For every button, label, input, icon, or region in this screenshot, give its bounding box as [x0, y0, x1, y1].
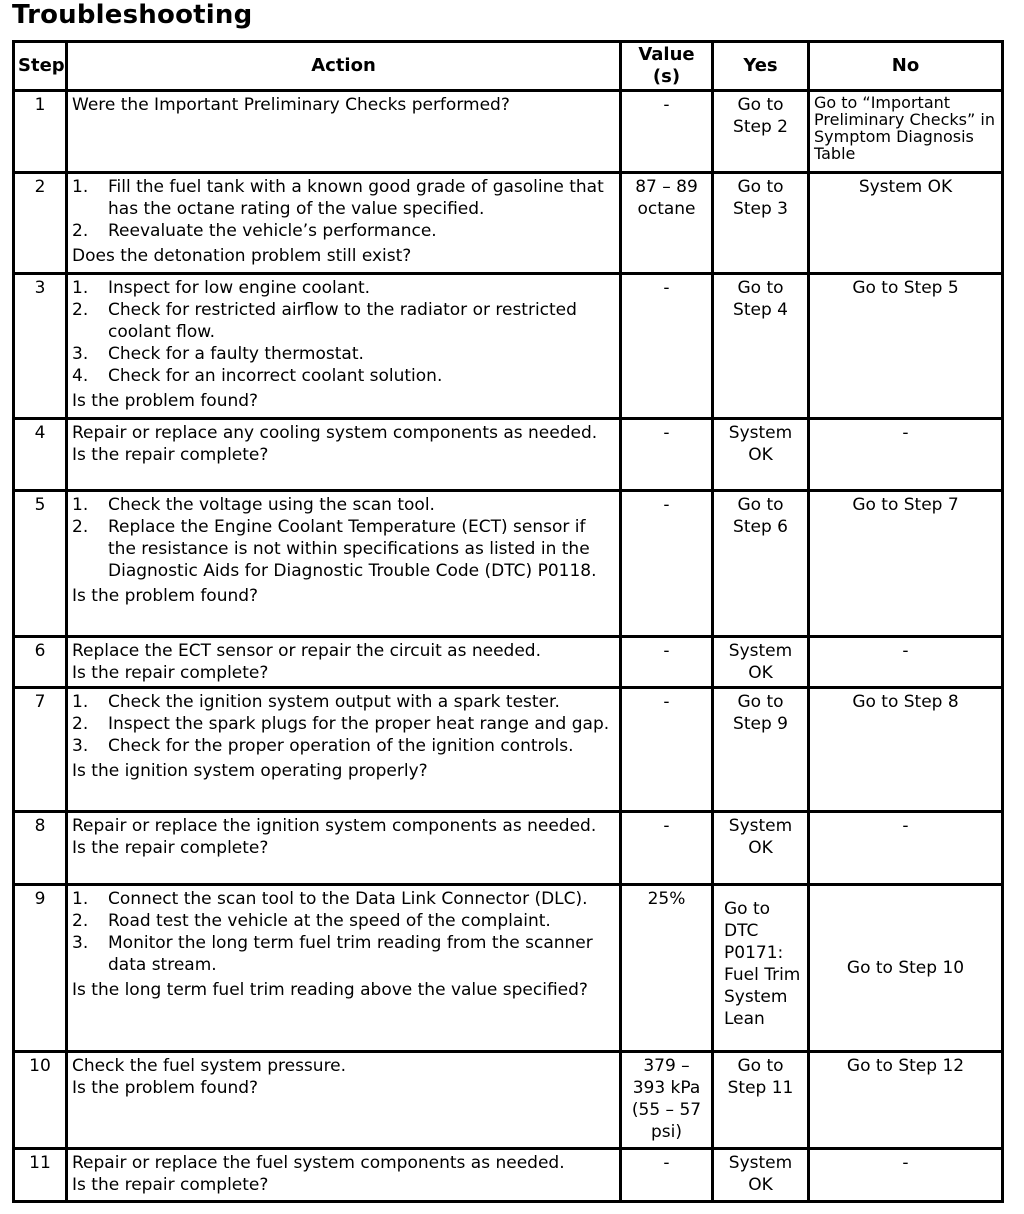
action-list-item: [72, 910, 615, 932]
step-number: 6: [14, 637, 67, 688]
table-row: [14, 274, 1003, 419]
action-item-text: Check for an incorrect coolant solution.: [108, 366, 443, 386]
action-item-text: Reevaluate the vehicle’s performance.: [108, 221, 437, 241]
action-item-number: 2.: [72, 911, 89, 931]
action-item-text: Check for restricted airflow to the radiator or restricted coolant flow.: [108, 300, 577, 342]
yes-cell: Go to Step 11: [713, 1052, 809, 1149]
no-cell: -: [809, 637, 1003, 688]
action-list-item: [72, 735, 615, 757]
action-question: Replace the ECT sensor or repair the circuit as needed. Is the repair complete?: [72, 641, 542, 683]
value-cell: 25%: [621, 885, 713, 1052]
no-cell: Go to “Important Preliminary Checks” in Symptom Diagnosis Table: [809, 91, 1003, 173]
header-no: No: [809, 42, 1003, 91]
action-question: Repair or replace any cooling system components as needed. Is the repair complete?: [72, 423, 598, 465]
table-row: [14, 1052, 1003, 1149]
step-number: 8: [14, 812, 67, 885]
yes-cell: Go to Step 2: [713, 91, 809, 173]
action-list-item: [72, 713, 615, 735]
action-item-number: 1.: [72, 692, 89, 712]
yes-cell: System OK: [713, 637, 809, 688]
table-row: [14, 419, 1003, 491]
step-number: 11: [14, 1149, 67, 1202]
action-list-item: [72, 365, 615, 387]
yes-cell: System OK: [713, 419, 809, 491]
header-yes: Yes: [713, 42, 809, 91]
action-question: Were the Important Preliminary Checks performed?: [72, 95, 510, 115]
action-question: Does the detonation problem still exist?: [72, 246, 412, 266]
action-list-item: [72, 932, 615, 976]
value-cell: -: [621, 274, 713, 419]
table-row: [14, 1149, 1003, 1202]
header-value: Value (s): [621, 42, 713, 91]
action-item-number: 2.: [72, 221, 89, 241]
action-item-text: Monitor the long term fuel trim reading from the scanner data stream.: [108, 933, 593, 975]
step-number: 7: [14, 688, 67, 812]
action-item-number: 2.: [72, 517, 89, 537]
value-cell: 379 – 393 kPa (55 – 57 psi): [621, 1052, 713, 1149]
action-list: [72, 494, 615, 582]
page-title: Troubleshooting: [12, 0, 253, 30]
action-item-text: Road test the vehicle at the speed of the complaint.: [108, 911, 551, 931]
value-cell: -: [621, 419, 713, 491]
action-item-number: 1.: [72, 278, 89, 298]
action-cell: [67, 173, 621, 274]
no-cell: Go to Step 5: [809, 274, 1003, 419]
action-cell: [67, 274, 621, 419]
yes-cell: System OK: [713, 1149, 809, 1202]
action-item-number: 1.: [72, 495, 89, 515]
no-cell: Go to Step 12: [809, 1052, 1003, 1149]
action-question: Is the long term fuel trim reading above the value specified?: [72, 980, 588, 1000]
action-cell: [67, 1052, 621, 1149]
action-question: Repair or replace the fuel system components as needed. Is the repair complete?: [72, 1153, 565, 1195]
table-row: [14, 637, 1003, 688]
troubleshooting-table: [12, 40, 1004, 1203]
table-body: [14, 91, 1003, 1202]
value-cell: -: [621, 1149, 713, 1202]
action-list-item: [72, 888, 615, 910]
action-item-text: Fill the fuel tank with a known good grade of gasoline that has the octane rating of the value specified.: [108, 177, 604, 219]
action-question: Repair or replace the ignition system components as needed. Is the repair complete?: [72, 816, 597, 858]
step-number: 1: [14, 91, 67, 173]
header-action: Action: [67, 42, 621, 91]
table-header-row: [14, 42, 1003, 91]
no-cell: Go to Step 10: [809, 885, 1003, 1052]
action-list-item: [72, 494, 615, 516]
action-cell: [67, 688, 621, 812]
action-list-item: [72, 516, 615, 582]
action-list: [72, 277, 615, 387]
no-cell: -: [809, 1149, 1003, 1202]
action-question: Is the ignition system operating properly?: [72, 761, 428, 781]
table-row: [14, 173, 1003, 274]
action-cell: [67, 491, 621, 637]
value-cell: -: [621, 91, 713, 173]
step-number: 5: [14, 491, 67, 637]
yes-cell: Go to DTC P0171: Fuel Trim System Lean: [713, 885, 809, 1052]
action-list-item: [72, 220, 615, 242]
action-list: [72, 888, 615, 976]
action-item-text: Inspect the spark plugs for the proper heat range and gap.: [108, 714, 610, 734]
no-cell: Go to Step 8: [809, 688, 1003, 812]
yes-cell: Go to Step 3: [713, 173, 809, 274]
table-row: [14, 688, 1003, 812]
action-cell: [67, 1149, 621, 1202]
action-list-item: [72, 691, 615, 713]
action-list-item: [72, 176, 615, 220]
table-row: [14, 491, 1003, 637]
table-row: [14, 91, 1003, 173]
action-question: Check the fuel system pressure. Is the problem found?: [72, 1056, 347, 1098]
action-cell: [67, 419, 621, 491]
action-cell: [67, 91, 621, 173]
action-item-text: Check the ignition system output with a spark tester.: [108, 692, 560, 712]
action-cell: [67, 812, 621, 885]
yes-cell: Go to Step 9: [713, 688, 809, 812]
action-item-number: 3.: [72, 736, 89, 756]
value-cell: -: [621, 688, 713, 812]
action-item-number: 1.: [72, 889, 89, 909]
action-item-number: 3.: [72, 344, 89, 364]
action-list: [72, 691, 615, 757]
step-number: 10: [14, 1052, 67, 1149]
action-question: Is the problem found?: [72, 391, 259, 411]
value-cell: 87 – 89 octane: [621, 173, 713, 274]
no-cell: System OK: [809, 173, 1003, 274]
value-cell: -: [621, 812, 713, 885]
action-list-item: [72, 299, 615, 343]
value-cell: -: [621, 637, 713, 688]
action-item-number: 3.: [72, 933, 89, 953]
action-item-text: Inspect for low engine coolant.: [108, 278, 371, 298]
action-list-item: [72, 343, 615, 365]
table-row: [14, 885, 1003, 1052]
step-number: 3: [14, 274, 67, 419]
step-number: 4: [14, 419, 67, 491]
value-cell: -: [621, 491, 713, 637]
action-item-text: Connect the scan tool to the Data Link Connector (DLC).: [108, 889, 588, 909]
action-item-number: 2.: [72, 714, 89, 734]
step-number: 9: [14, 885, 67, 1052]
action-cell: [67, 885, 621, 1052]
no-cell: -: [809, 419, 1003, 491]
action-item-text: Check for a faulty thermostat.: [108, 344, 364, 364]
yes-cell: Go to Step 6: [713, 491, 809, 637]
action-item-text: Check for the proper operation of the ignition controls.: [108, 736, 574, 756]
header-step: Step: [14, 42, 67, 91]
no-cell: -: [809, 812, 1003, 885]
yes-cell: System OK: [713, 812, 809, 885]
table-row: [14, 812, 1003, 885]
step-number: 2: [14, 173, 67, 274]
no-cell: Go to Step 7: [809, 491, 1003, 637]
action-item-number: 1.: [72, 177, 89, 197]
action-cell: [67, 637, 621, 688]
action-list: [72, 176, 615, 242]
action-item-text: Check the voltage using the scan tool.: [108, 495, 435, 515]
action-list-item: [72, 277, 615, 299]
action-item-number: 4.: [72, 366, 89, 386]
action-item-number: 2.: [72, 300, 89, 320]
action-question: Is the problem found?: [72, 586, 259, 606]
action-item-text: Replace the Engine Coolant Temperature (ECT) sensor if the resistance is not within specifications as listed in the Diagnostic Aids for Diagnostic Trouble Code (DTC) P0118.: [108, 517, 597, 581]
yes-cell: Go to Step 4: [713, 274, 809, 419]
